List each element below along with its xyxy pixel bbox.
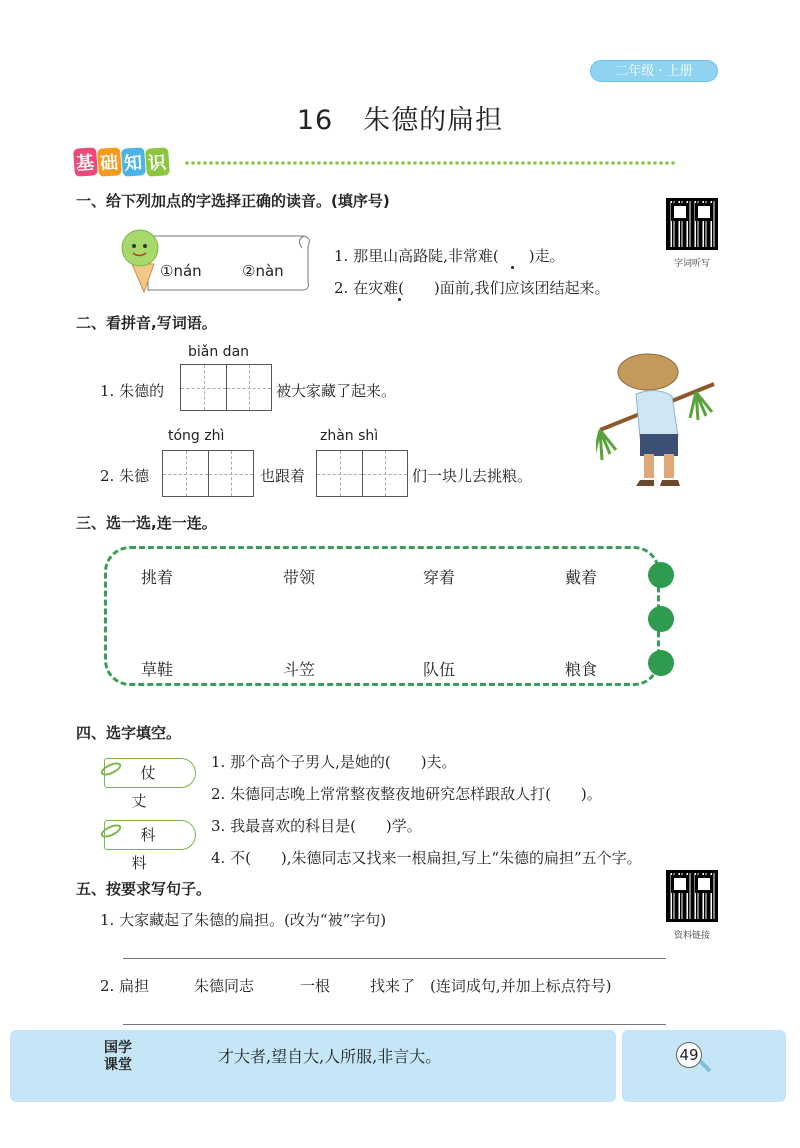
grade-badge: 二年级 · 上册 <box>590 60 718 82</box>
writing-grid[interactable] <box>162 450 254 497</box>
match-top-word[interactable]: 戴着 <box>565 568 598 587</box>
match-top-word[interactable]: 挑着 <box>141 568 174 587</box>
decor-dot <box>648 606 674 632</box>
match-top-word[interactable]: 穿着 <box>423 568 456 587</box>
footer-label: 国学课堂 <box>104 1040 132 1073</box>
q1-item-2: 2. 在灾难( )面前,我们应该团结起来。 <box>334 279 610 297</box>
lesson-title <box>0 98 800 137</box>
lesson-title-text: 朱德的扁担 <box>363 105 504 136</box>
q5-word: 找来了 <box>370 977 416 995</box>
char-tag: 科料 <box>104 820 196 850</box>
match-bottom-word[interactable]: 队伍 <box>423 660 456 679</box>
logo-char: 基 <box>73 147 98 177</box>
q3-heading: 三、选一选,连一连。 <box>76 514 217 532</box>
ice-cream-banner <box>118 224 314 294</box>
logo-char: 础 <box>97 147 122 177</box>
option-1: ①nán <box>160 262 202 280</box>
match-top-word[interactable]: 带领 <box>283 568 316 587</box>
q5-word: 一根 <box>300 977 331 995</box>
q5-word: 2. 扁担 <box>100 977 150 995</box>
q1-item-1: 1. 那里山高路陡,非常难( )走。 <box>334 247 565 265</box>
zhu-de-illustration <box>596 346 720 496</box>
match-bottom-word[interactable]: 草鞋 <box>141 660 174 679</box>
match-bottom-word[interactable]: 粮食 <box>565 660 598 679</box>
q2-item-2-before: 2. 朱德 <box>100 467 150 485</box>
q2-heading: 二、看拼音,写词语。 <box>76 314 217 332</box>
q4-item-1: 1. 那个高个子男人,是她的( )夫。 <box>211 753 457 771</box>
q4-item-3: 3. 我最喜欢的科目是( )学。 <box>211 817 422 835</box>
match-bottom-word[interactable]: 斗笠 <box>283 660 316 679</box>
char-tag: 仗丈 <box>104 758 196 788</box>
qr-code-icon[interactable] <box>666 870 718 922</box>
qr-label: 字词听写 <box>673 259 710 269</box>
q5-word: 朱德同志 <box>194 977 255 995</box>
dotted-divider <box>184 160 676 166</box>
q2-item-1-after: 被大家藏了起来。 <box>276 382 397 400</box>
q4-heading: 四、选字填空。 <box>76 724 182 742</box>
answer-line[interactable] <box>123 1024 666 1025</box>
answer-line[interactable] <box>123 958 666 959</box>
writing-grid[interactable] <box>180 364 272 411</box>
q4-item-4: 4. 不( ),朱德同志又找来一根扁担,写上“朱德的扁担”五个字。 <box>211 849 642 867</box>
emphasis-dot <box>398 298 401 301</box>
logo-char: 知 <box>121 147 146 177</box>
emphasis-dot <box>511 266 514 269</box>
pinyin-label: biǎn dan <box>188 344 250 360</box>
q2-item-2-middle: 也跟着 <box>260 467 306 485</box>
pinyin-label: zhàn shì <box>320 428 379 444</box>
q2-item-2-after: 们一块儿去挑粮。 <box>412 467 533 485</box>
logo-char: 识 <box>145 147 170 177</box>
lesson-number: 16 <box>296 105 334 136</box>
decor-dot <box>648 650 674 676</box>
q4-item-2: 2. 朱德同志晚上常常整夜整夜地研究怎样跟敌人打( )。 <box>211 785 602 803</box>
option-2: ②nàn <box>242 262 284 280</box>
page-number: 49 <box>676 1042 702 1068</box>
qr-label: 资料链接 <box>673 931 710 941</box>
q5-item-1: 1. 大家藏起了朱德的扁担。(改为“被”字句) <box>100 911 387 929</box>
decor-dot <box>648 562 674 588</box>
q5-heading: 五、按要求写句子。 <box>76 880 212 898</box>
section-logo <box>74 148 170 176</box>
writing-grid[interactable] <box>316 450 408 497</box>
pinyin-label: tóng zhì <box>168 428 225 444</box>
footer-quote: 才大者,望自大,人所服,非言大。 <box>218 1047 442 1066</box>
q1-heading: 一、给下列加点的字选择正确的读音。(填序号) <box>76 192 390 210</box>
qr-code-icon[interactable] <box>666 198 718 250</box>
q5-item-2-note: (连词成句,并加上标点符号) <box>430 977 612 995</box>
q2-item-1-before: 1. 朱德的 <box>100 382 165 400</box>
